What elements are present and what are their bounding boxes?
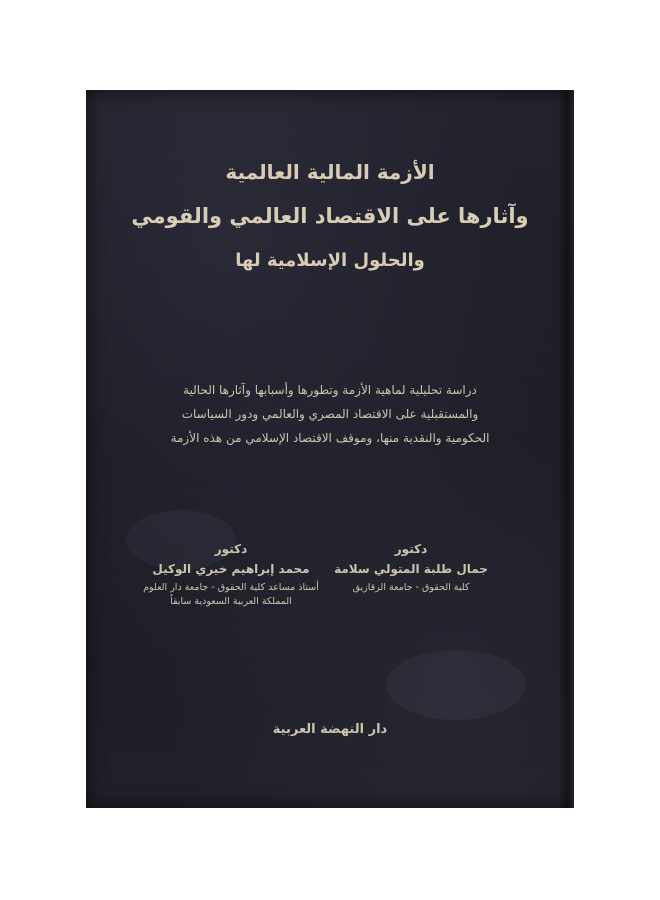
book-title-line-2: وآثارها على الاقتصاد العالمي والقومي — [131, 204, 529, 228]
author-left-affiliation-1: أستاذ مساعد كلية الحقوق - جامعة دار العلوم — [143, 582, 319, 593]
author-right — [326, 542, 496, 596]
book-title-line-1: الأزمة المالية العالمية — [225, 160, 435, 184]
author-right-name: جمال طلبة المتولي سلامة — [334, 562, 488, 576]
cover-edge — [558, 90, 574, 808]
author-left-name: محمد إبراهيم خيري الوكيل — [152, 562, 310, 576]
description-line-3: الحكومية والنقدية منها، وموقف الاقتصاد الإسلامي من هذه الأزمة — [170, 431, 490, 445]
description-line-1: دراسة تحليلية لماهية الأزمة وتطورها وأسبابها وآثارها الحالية — [183, 383, 477, 397]
book-cover — [86, 90, 574, 808]
author-left-affiliation-2: المملكة العربية السعودية سابقاً — [170, 596, 292, 607]
description-line-2: والمستقبلية على الاقتصاد المصري والعالمي ودور السياسات — [181, 407, 479, 421]
author-right-title: دكتور — [394, 542, 428, 556]
author-right-affiliation: كلية الحقوق - جامعة الزقازيق — [352, 582, 470, 593]
author-left — [116, 542, 346, 610]
author-left-title: دكتور — [214, 542, 248, 556]
publisher-name: دار النهضة العربية — [272, 722, 388, 737]
cover-wear-mark — [386, 650, 526, 720]
book-title-line-3: والحلول الإسلامية لها — [235, 250, 425, 271]
